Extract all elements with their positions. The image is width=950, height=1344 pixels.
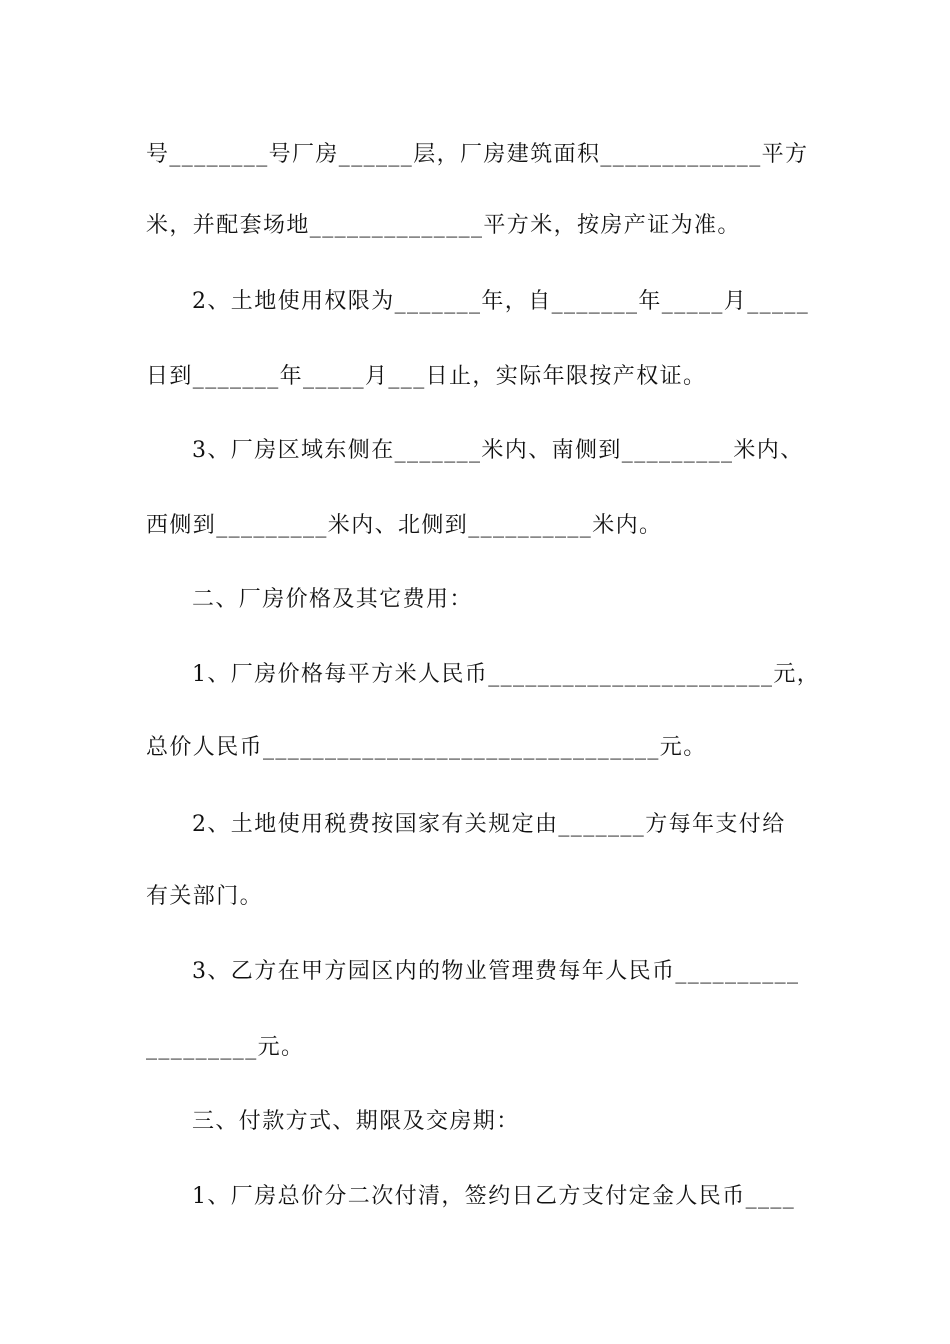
- text-line: 2、土地使用权限为_______年，自_______年_____月_____: [192, 289, 810, 314]
- text-line: 号________号厂房______层，厂房建筑面积_____________平方: [146, 142, 809, 167]
- text-line: 日到_______年_____月___日止，实际年限按产权证。: [146, 364, 707, 389]
- text-line: 2、土地使用税费按国家有关规定由_______方每年支付给: [192, 812, 786, 837]
- section-heading: 二、厂房价格及其它费用：: [192, 587, 473, 612]
- text-line: 1、厂房总价分二次付清，签约日乙方支付定金人民币____: [192, 1184, 796, 1209]
- text-line: 3、乙方在甲方园区内的物业管理费每年人民币__________: [192, 959, 800, 984]
- section-heading: 三、付款方式、期限及交房期：: [192, 1109, 520, 1134]
- text-line: 总价人民币________________________________元。: [146, 735, 707, 760]
- text-line: 西侧到_________米内、北侧到__________米内。: [146, 513, 663, 538]
- text-line: _________元。: [146, 1035, 305, 1060]
- text-line: 米，并配套场地______________平方米，按房产证为准。: [146, 213, 741, 238]
- text-line: 3、厂房区域东侧在_______米内、南侧到_________米内、: [192, 438, 804, 463]
- text-line: 1、厂房价格每平方米人民币_______________________元，: [192, 662, 821, 687]
- text-line: 有关部门。: [146, 884, 264, 909]
